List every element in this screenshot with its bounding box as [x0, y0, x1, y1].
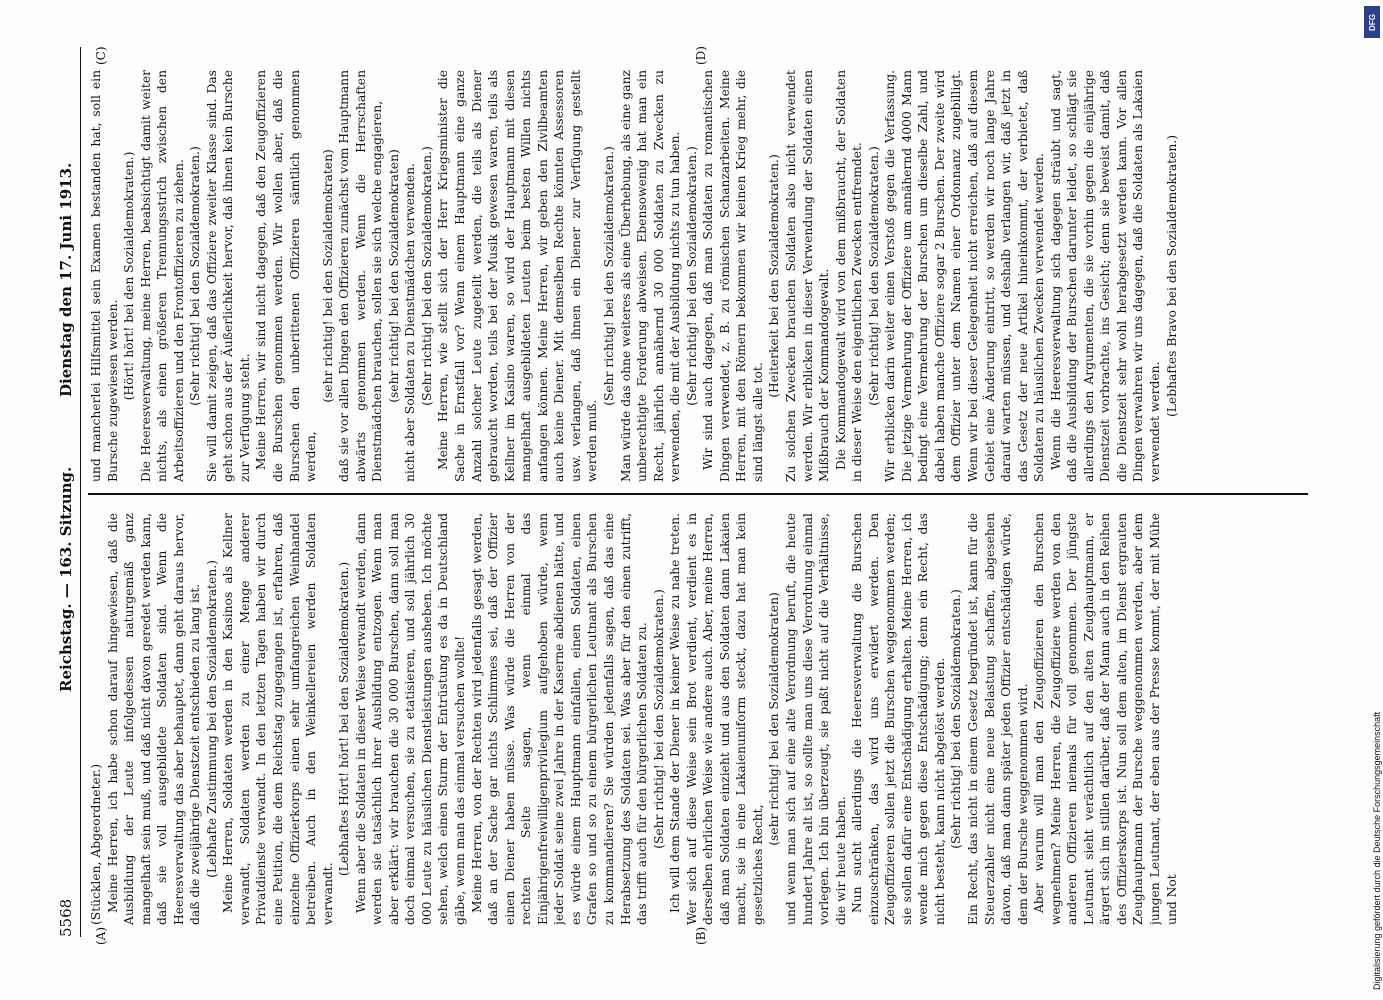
interjection: (sehr richtig! bei den Sozialdemokraten)	[767, 592, 782, 846]
margin-mark-b: (B)	[694, 926, 708, 945]
interjection: (Sehr richtig! bei den Sozialdemokraten.)	[188, 146, 203, 406]
paragraph: Wir erblicken darin weiter einen Verstoß gegen die Verfassung. Die jetzige Vermehrung der Offiziere um annähernd 4000 Mann bedingt eine Vermehrung der Burschen um dieselbe Zahl, und dabei haben manche Offiziere sogar 2 Burschen. Der zweite wird dem Offizier unter dem Namen einer Ordonnanz zugebilligt. Wenn wir bei dieser Gelegenheit nicht erreichen, daß auf diesem Gebiet eine Änderung eintritt, so werden wir noch lange Jahre darauf warten müssen, und deshalb verlangen wir, daß jetzt in das Gesetz der neue Artikel hineinkommt, der verbietet, daß Soldaten zu häuslichen Zwecken verwendet werden.	[883, 70, 1047, 482]
interjection: (Lebhaftes Bravo bei den Sozialdemokraten.)	[1164, 134, 1179, 418]
interjection: (Sehr richtig! bei den Sozialdemokraten.)	[949, 589, 964, 849]
paragraph: nicht aber Soldaten zu Dienstmädchen verwenden.	[403, 163, 418, 482]
header-left-title: Reichstag. — 163. Sitzung.	[57, 466, 75, 692]
paragraph: Wenn aber die Soldaten in dieser Weise verwandt werden, dann werden sie tatsächlich ihrer Ausbildung entzogen. Wenn man aber erklärt: wir brauchen die 30 000 Burschen, dann soll man doch einmal versuchen, sie zu etatisieren, und soll jährlich 30 000 Leute zu häuslichen Dienstleistungen ausheben. Ich möchte sehen, welch einen Sturm der Entrüstung es da in Deutschland gäbe, wenn man das einmal versuchen wollte!	[353, 513, 468, 925]
paragraph: Wenn die Heeresverwaltung sich dagegen sträubt und sagt, daß die Ausbildung der Burschen darunter leidet, so schlägt sie allerdings den Argumenten, die sie vorhin gegen die einjährige Dienstzeit vorbrachte, ins Gesicht; denn sie beweist damit, daß die Dienstzeit sehr wohl herabgesetzt werden kann. Vor allen Dingen verwahren wir uns dagegen, daß die Soldaten als Lakaien verwendet werden.	[1048, 70, 1162, 482]
paragraph: Die Heeresverwaltung, meine Herren, beabsichtigt damit weiter nichts, als einen größeren Trennungsstrich zwischen den Arbeitsoffizieren und den Frontoffizieren zu ziehen.	[138, 70, 186, 482]
interjection: (Heiterkeit bei den Sozialdemokraten.)	[767, 154, 782, 398]
dfg-logo-text: DFG	[1367, 13, 1377, 31]
paragraph: und mancherlei Hilfsmittel sein Examen bestanden hat, soll ein Bursche zugewiesen werden.	[89, 70, 120, 482]
header-right-title: Dienstag den 17. Juni 1913.	[57, 162, 75, 397]
margin-mark-a: (A)	[94, 926, 108, 945]
paragraph: und wenn man sich auf eine alte Verordnung beruft, die heute hundert Jahre alt ist, so sollte man uns diese Verordnung einmal vorlegen. Ich bin überzeugt, sie paßt nicht auf die Verhältnisse, die wir heute haben.	[783, 513, 848, 925]
digitization-note: Digitalisierung gefördert durch die Deutsche Forschungsgemeinschaft	[1372, 711, 1382, 990]
interjection: (Sehr richtig! bei den Sozialdemokraten.)	[419, 146, 434, 406]
interjection: (Lebhaftes Hört! hört! bei den Sozialdemokraten.)	[337, 561, 352, 877]
margin-mark-d: (D)	[694, 46, 708, 65]
paragraph: Nun sucht allerdings die Heeresverwaltung die Burschen einzuschränken, das wird uns erwidert werden. Den Zeugoffizieren sollen jetzt die Burschen weggenommen werden; sie sollen dafür eine Entschädigung erhalten. Meine Herren, ich wende mich gegen diese Entschädigung; denn ein Recht, das nicht besteht, kann nicht abgelöst werden.	[850, 513, 947, 925]
dfg-logo	[1364, 6, 1380, 38]
paragraph: (Stücklen, Abgeordneter.)	[89, 763, 103, 925]
paragraph: Meine Herren, von der Rechten wird jedenfalls gesagt werden, daß an der Sache gar nichts Schlimmes sei, daß der Offizier einen Diener haben müsse. Was würde die Herren von der rechten Seite sagen, wenn einmal das Einjährigenfreiwilligenprivilegium aufgehoben würde, wenn jeder Soldat seine zwei Jahre in der Kaserne abdienen hätte, und es würde einem Hauptmann einfallen, einen Soldaten, einen Grafen so und so zu einem bürgerlichen Leutnant als Burschen zu kommandieren? Sie würden jedenfalls sagen, daß das eine Herabsetzung des Soldaten sei. Was aber für den einen zutrifft, das trifft auch für den bürgerlichen Soldaten zu.	[469, 513, 650, 925]
page-header	[54, 47, 81, 937]
paragraph: daß sie vor allen Dingen den Offizieren zunächst vom Hauptmann abwärts genommen werden. Wenn die Herrschaften Dienstmädchen brauchen, sollen sie sich welche engagieren,	[337, 70, 385, 482]
interjection: (Sehr richtig! bei den Sozialdemokraten.)	[684, 146, 699, 406]
paragraph: Meine Herren, wie stellt sich der Herr Kriegsminister die Sache in Ernstfall vor? Wenn einem Hauptmann eine ganze Anzahl solcher Leute zugeteilt werden, die teils als Diener gebraucht worden, teils bei der Musik gewesen waren, teils als Kellner im Kasino waren, so wird der Hauptmann mit diesen mangelhaft ausgebildeten Leuten beim besten Willen nichts anfangen können. Meine Herren, wir geben den Zivilbeamten auch keine Diener. Mit demselben Rechte könnten Assessoren usw. verlangen, daß ihnen ein Diener zur Verfügung gestellt werden muß.	[436, 70, 600, 482]
page-number: 5568	[57, 898, 75, 937]
interjection: (Lebhafte Zustimmung bei den Sozialdemokraten.)	[204, 560, 219, 878]
paragraph: Wir sind auch dagegen, daß man Soldaten zu romantischen Dingen verwendet, z. B. zu römischen Schanzarbeiten. Meine Herren, mit den Römern bekommen wir keinen Krieg mehr, die sind längst alle tot.	[701, 70, 765, 482]
paragraph: Meine Herren, wir sind nicht dagegen, daß den Zeugoffizieren die Burschen genommen werden. Wir wollen aber, daß die Burschen den unberittenen Offizieren sämtlich genommen werden,	[254, 70, 319, 482]
interjection: (sehr richtig! bei den Sozialdemokraten)	[320, 149, 335, 403]
paragraph: Ein Recht, das nicht in einem Gesetz begründet ist, kann für die Steuerzahler nicht eine neue Belastung schaffen, abgesehen davon, daß man dann später jeden Offizier entschädigen würde, dem der Bursche weggenommen wird.	[965, 513, 1030, 925]
interjection: (Sehr richtig! bei den Sozialdemokraten.)	[601, 146, 616, 406]
right-column	[88, 70, 1308, 482]
paragraph: Sie will damit zeigen, daß das Offiziere zweiter Klasse sind. Das geht schon aus der Äußerlichkeit hervor, daß ihnen kein Bursche zur Verfügung steht.	[204, 70, 252, 482]
paragraph: Aber warum will man den Zeugoffizieren den Burschen wegnehmen? Meine Herren, die Zeugoffiziere werden von den anderen Offizieren niemals für voll genommen. Der jüngste Leutnant sieht verächtlich auf den alten Zeughauptmann, er ärgert sich im stillen darüber, daß der Mann auch in den Reihen des Offizierskorps ist. Nun soll dem alten, im Dienst ergrauten Zeughauptmann der Bursche weggenommen werden, aber dem jungen Leutnant, der eben aus der Presse kommt, der mit Mühe und Not	[1032, 513, 1179, 925]
interjection: (Hört! hört! bei den Sozialdemokraten.)	[122, 151, 137, 401]
column-divider	[88, 494, 1308, 496]
left-column	[88, 513, 1308, 925]
paragraph: Ich will dem Stande der Diener in keiner Weise zu nahe treten. Wer sich auf diese Weise sein Brot verdient, verdient es in derselben ehrlichen Weise wie andere auch. Aber, meine Herren, daß man Soldaten einzieht und aus den Soldaten dann Lakaien macht, sie in eine Lakaienuniform steckt, dazu hat man kein gesetzliches Recht,	[668, 513, 765, 925]
paragraph: Die Kommandogewalt wird von dem mißbraucht, der Soldaten in dieser Weise den eigentlichen Zwecken entfremdet.	[833, 70, 865, 482]
interjection: (sehr richtig! bei den Sozialdemokraten)	[386, 149, 401, 403]
paragraph: Meine Herren, ich habe schon darauf hingewiesen, daß die Ausbildung der Leute infolgedessen naturgemäß ganz mangelhaft sein muß, und daß nicht davon geredet werden kann, daß sie voll ausgebildete Soldaten sind. Wenn die Heeresverwaltung das aber behauptet, dann geht daraus hervor, daß die zweijährige Dienstzeit entschieden zu lang ist.	[105, 513, 203, 925]
interjection: (Sehr richtig! bei den Sozialdemokraten.)	[651, 589, 666, 849]
paragraph: Meine Herren, Soldaten werden in den Kasinos als Kellner verwandt, Soldaten werden zu einer Menge anderer Privatdienste verwandt. In den letzten Tagen haben wir durch eine Petition, die dem Reichstag zugegangen ist, erfahren, daß einzelne Offizierkorps einen sehr umfangreichen Weinhandel betreiben. Auch in den Weinkellereien werden Soldaten verwandt.	[221, 513, 335, 925]
paragraph: Zu solchen Zwecken brauchen Soldaten also nicht verwendet werden. Wir erblicken in dieser Verwendung der Soldaten einen Mißbrauch der Kommandogewalt.	[783, 70, 832, 482]
rotated-sheet	[54, 40, 1324, 945]
paragraph: Man würde das ohne weiteres als eine Überhebung, als eine ganz unberechtigte Forderung abweisen. Ebensowenig hat man ein Recht, jährlich annähernd 30 000 Soldaten zu Zwecken zu verwenden, die mit der Ausbildung nichts zu tun haben.	[618, 70, 683, 482]
margin-mark-c: (C)	[94, 46, 108, 65]
interjection: (Sehr richtig! bei den Sozialdemokraten.)	[866, 146, 881, 406]
